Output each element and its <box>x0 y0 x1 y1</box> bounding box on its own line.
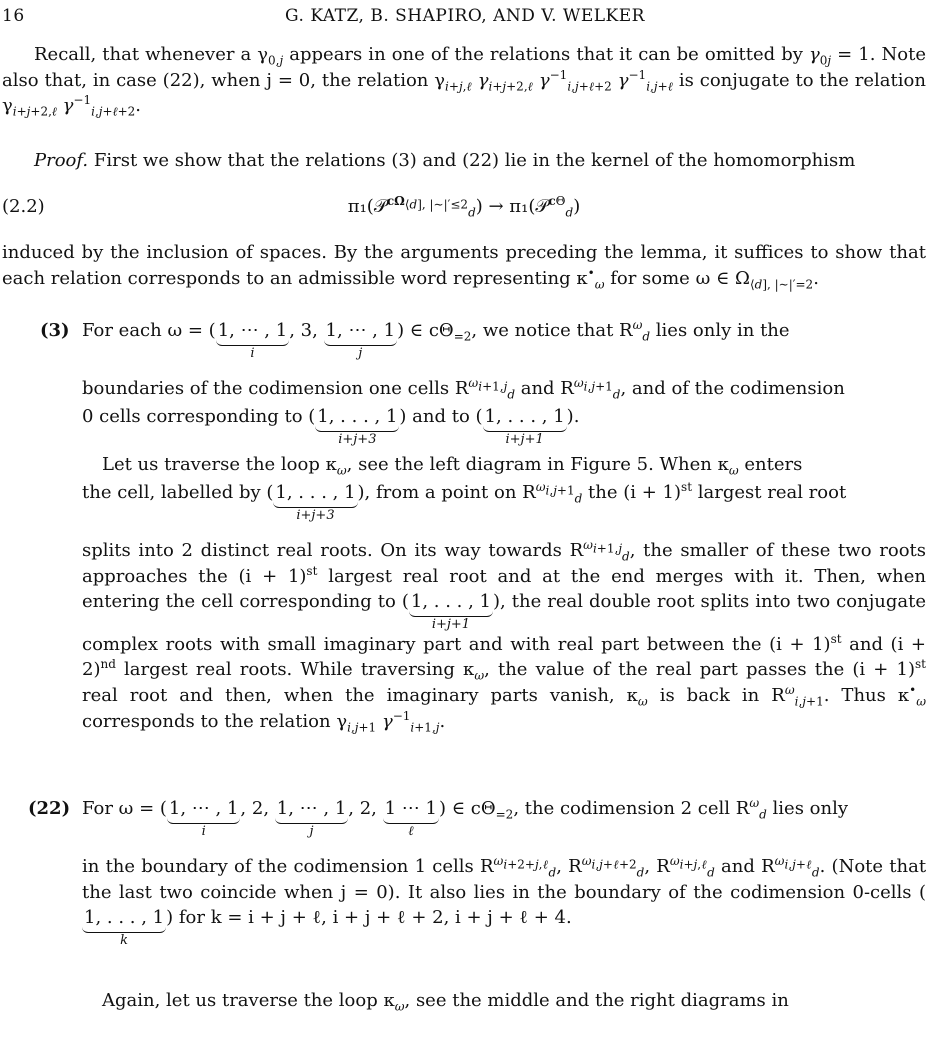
running-header <box>0 4 930 28</box>
paragraph-induced: induced by the inclusion of spaces. By the arguments preceding the lemma, it suffices to show that each relation corresponds to an admissible word representing $\kappa^•_\omega$ for some ω ∈ $\Omega_{⟨d], |\sim|'=2}$. <box>2 242 926 292</box>
equation-2-2 <box>2 194 926 224</box>
underbrace-j: 1, ⋯ , 1 j <box>325 320 396 361</box>
equation-body: π₁(𝒫$^{c\Omega_{⟨d], |\sim|'\le 2}}_d$) → π₁(𝒫$^{c\Theta}_d$) <box>347 194 581 220</box>
case-3-line1: For each ω = ( 1, ⋯ , 1 i , 3, 1, ⋯ , 1 j ) ∈ $c\Theta_{=2}$, we notice that $R^\omega_d$ lies only in the <box>82 318 790 361</box>
underbrace-i: 1, ⋯ , 1 i <box>217 320 288 361</box>
paragraph-recall: Recall, that whenever a $\gamma_{0,j}$ appears in one of the relations that it can be omitted by $\gamma_{0j} = 1$. Note also that, in case (22), when j = 0, the relation $\gamma_{i+j,\ell}$ $\gamma_{i+j+2,\ell}$ $\gamma^{-1}_{i,j+\ell+2}$ $\gamma^{-1}_{i,j+\ell}$ is conjugate to the relation $\gamma_{i+j+2,\ell}$ $\gamma^{-1}_{i,j+\ell+2}$. <box>2 44 926 119</box>
case-22-line1: For ω = ( 1, ⋯ , 1 i , 2, 1, ⋯ , 1 j , 2, 1 ⋯ 1 ℓ ) ∈ $c\Theta_{=2}$, the codimension 2 cell $R^\omega_d$ lies only <box>82 796 849 839</box>
case-label-22: (22) <box>28 798 71 819</box>
case-3-para2-line1: Let us traverse the loop $\kappa_\omega$, see the left diagram in Figure 5. When $\kappa_\omega$ enters <box>102 454 803 478</box>
case-22-para2: Again, let us traverse the loop $\kappa_\omega$, see the middle and the right diagrams in <box>102 990 789 1014</box>
page-number: 16 <box>2 6 25 26</box>
case-3-para2-line2: the cell, labelled by ( 1, . . . , 1 i+j+3 ), from a point on $R^{\omega_{i,j+1}}_d$ the $(i + 1)^{st}$ largest real root <box>82 480 847 523</box>
proof-label: Proof. <box>34 150 89 171</box>
case-label-3: (3) <box>40 320 70 341</box>
case-3-para2-body: splits into 2 distinct real roots. On its way towards $R^{\omega_{i+1,j}}_d$, the smaller of these two roots approaches the $(i + 1)^{st}$ largest real root and at the end merges with it. Then, when entering the cell corresponding to ( 1, . . . , 1 i+j+1 ), the real double root splits into two conjugate complex roots with small imaginary part and with real part between the $(i + 1)^{st}$ and $(i + 2)^{nd}$ largest real roots. While traversing $\kappa_\omega$, the value of the real part passes the $(i + 1)^{st}$ real root and then, when the imaginary parts vanish, $\kappa_\omega$ is back in $R^\omega_{i,j+1}$. Thus $\kappa^•_\omega$ corresponds to the relation $\gamma_{i,j+1}$ $\gamma^{-1}_{i+1,j}$. <box>82 538 927 735</box>
case-22-body: in the boundary of the codimension 1 cells $R^{\omega_{i+2+j,\ell}}_d$, $R^{\omega_{i,j+\ell+2}}_d$, $R^{\omega_{i+j,\ell}}_d$ and $R^{\omega_{i,j+\ell}}_d$. (Note that the last two coincide when j = 0). It also lies in the boundary of the codimension 0-cells ( 1, . . . , 1 k ) for k = i + j + ℓ, i + j + ℓ + 2, i + j + ℓ + 4. <box>82 854 927 948</box>
equation-number: (2.2) <box>2 196 45 217</box>
running-head-authors: G. KATZ, B. SHAPIRO, AND V. WELKER <box>285 6 645 26</box>
case-3-line3: 0 cells corresponding to ( 1, . . . , 1 i+j+3 ) and to ( 1, . . . , 1 i+j+1 ). <box>82 406 580 447</box>
proof-intro: Proof. First we show that the relations (3) and (22) lie in the kernel of the homomorphism <box>34 150 856 171</box>
case-3-line2: boundaries of the codimension one cells $R^{\omega_{i+1,j}}_d$ and $R^{\omega_{i,j+1}}_d$, and of the codimension <box>82 376 845 402</box>
